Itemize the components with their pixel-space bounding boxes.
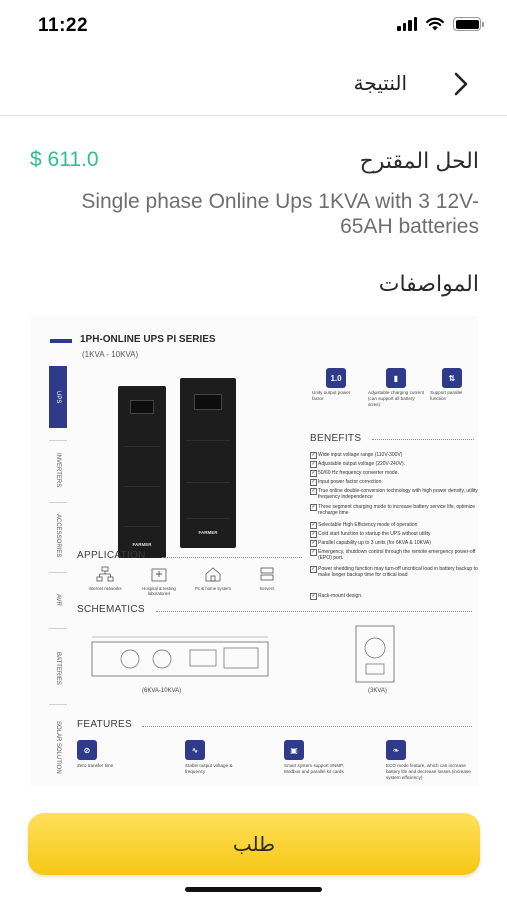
- feature-caption: Smart system support SNMP, Modbus and parallel kit cards: [284, 763, 344, 774]
- side-tab-batteries: [49, 642, 67, 694]
- nav-header: [0, 52, 507, 116]
- back-button[interactable]: [449, 70, 473, 98]
- application-label: Hospital & testing laboratories: [142, 586, 176, 596]
- datasheet-image: [30, 316, 479, 786]
- benefit-item: ✓ Adjustable output voltage (220V-240V).: [310, 461, 478, 467]
- application-label: Servers: [259, 586, 275, 591]
- side-divider: [49, 440, 67, 441]
- application-label: Pc & home system: [195, 586, 231, 591]
- power-factor-icon: [326, 368, 346, 388]
- side-tab-label: AVR: [55, 594, 61, 606]
- side-tab-avr: [49, 586, 67, 614]
- section-rule: [162, 557, 302, 558]
- battery-charge-icon: ▮: [386, 368, 406, 388]
- side-tab-ups: [49, 366, 67, 428]
- features-heading: FEATURES: [77, 719, 132, 730]
- benefit-item: ✓ Three segment charging mode to increase battery service life, optimize recharge time: [310, 504, 478, 517]
- section-rule: [372, 439, 474, 440]
- datasheet-subtitle: (1KVA - 10KVA): [82, 350, 139, 359]
- benefits-heading: BENEFITS: [310, 433, 362, 444]
- brand-label: FARMER: [198, 530, 218, 535]
- page-title: النتيجة: [353, 73, 407, 95]
- side-divider: [49, 502, 67, 503]
- section-rule: [156, 611, 472, 612]
- side-tab-label: BATTERIES: [55, 651, 61, 685]
- stable-output-icon: ∿: [185, 740, 205, 760]
- benefit-item: ✓ Rack-mount design.: [310, 593, 478, 599]
- hospital-icon: [150, 566, 168, 582]
- schematics-heading: SCHEMATICS: [77, 604, 145, 615]
- ups-tower-back: [180, 378, 236, 548]
- side-tab-label: SOLAR SOLUTION: [55, 720, 61, 774]
- wifi-icon: [426, 17, 444, 31]
- parallel-icon: ⇅: [442, 368, 462, 388]
- side-tab-label: UPS: [55, 390, 61, 404]
- price-value: $ 611.0: [30, 148, 99, 171]
- zero-transfer-icon: ⊘: [77, 740, 97, 760]
- datasheet-title: 1PH-ONLINE UPS PI SERIES: [80, 334, 216, 345]
- benefit-item: ✓ 50/60 Hz frequency converter mode.: [310, 470, 478, 476]
- brand-label: FARMER: [132, 542, 152, 547]
- schematic-label: (6KVA-10KVA): [142, 688, 182, 694]
- benefit-item: ✓ Input power factor correction.: [310, 479, 478, 485]
- section-rule: [142, 726, 472, 727]
- benefit-item: ✓ Wide input voltage range (110V-300V): [310, 452, 478, 458]
- feature-caption: ECO mode feature, which can increase battery life and decrease losses (increase system efficiency): [386, 763, 471, 780]
- product-name: Single phase Online Ups 1KVA with 3 12V-65AH batteries: [81, 190, 479, 238]
- battery-icon: [453, 17, 481, 31]
- home-icon: [204, 566, 222, 582]
- benefit-item: ✓ Selectable High Efficiency mode of operation: [310, 522, 478, 528]
- top-feature-caption: Unity output power factor: [312, 390, 351, 401]
- benefit-item: ✓ True online double-conversion technology with high power density, utility frequency independence: [310, 488, 478, 501]
- server-icon: [258, 566, 276, 582]
- side-divider: [49, 572, 67, 573]
- home-indicator: [185, 887, 322, 892]
- title-accent-bar: [50, 339, 72, 343]
- side-divider: [49, 704, 67, 705]
- application-heading: APPLICATION: [77, 550, 146, 561]
- side-tab-label: INVERTERS: [55, 452, 61, 488]
- order-button[interactable]: [28, 813, 480, 875]
- side-tab-solar-solution: [49, 714, 67, 780]
- network-icon: [96, 566, 114, 582]
- ups-tower-front: [118, 386, 166, 558]
- feature-caption: Stable output voltage & frequency: [185, 763, 233, 774]
- status-icons: [397, 17, 481, 31]
- schematic-label: (3KVA): [368, 688, 387, 694]
- status-time: 11:22: [38, 15, 89, 36]
- order-button-label: طلب: [232, 833, 276, 856]
- benefit-item: ✓ Cold start function to startup the UPS without utility: [310, 531, 478, 537]
- feature-caption: Zero transfer time: [77, 763, 114, 768]
- benefit-item: ✓ Power shedding function may turn-off uncritical load in battery backup to make longer backup time for critical load: [310, 566, 478, 579]
- benefit-item: ✓ Emergency, shutdown control through the remote emergency power-off (EPO) port.: [310, 549, 478, 562]
- side-divider: [49, 628, 67, 629]
- schematic-rear-panel: [90, 634, 272, 686]
- schematic-front-panel: [352, 624, 398, 684]
- power-factor-badge: 1.0: [330, 373, 342, 383]
- eco-mode-icon: ❧: [386, 740, 406, 760]
- side-tab-label: ACCESSORIES: [55, 514, 61, 558]
- specifications-label: المواصفات: [378, 271, 479, 296]
- side-tab-inverters: [49, 442, 67, 498]
- smart-system-icon: ▣: [284, 740, 304, 760]
- side-tab-accessories: [49, 506, 67, 566]
- top-feature-caption: Support parallel function: [430, 390, 463, 401]
- cellular-signal-icon: [397, 17, 417, 31]
- suggested-solution-label: الحل المقترح: [359, 148, 479, 173]
- top-feature-caption: Adjustable charging current (can support all battery sizes): [368, 390, 424, 407]
- chevron-right-icon: [454, 72, 468, 96]
- benefit-item: ✓ Parallel capability up to 3 units (for 6KVA & 10KVA): [310, 540, 478, 546]
- application-label: Internet networks: [88, 586, 122, 591]
- status-bar: [0, 0, 507, 50]
